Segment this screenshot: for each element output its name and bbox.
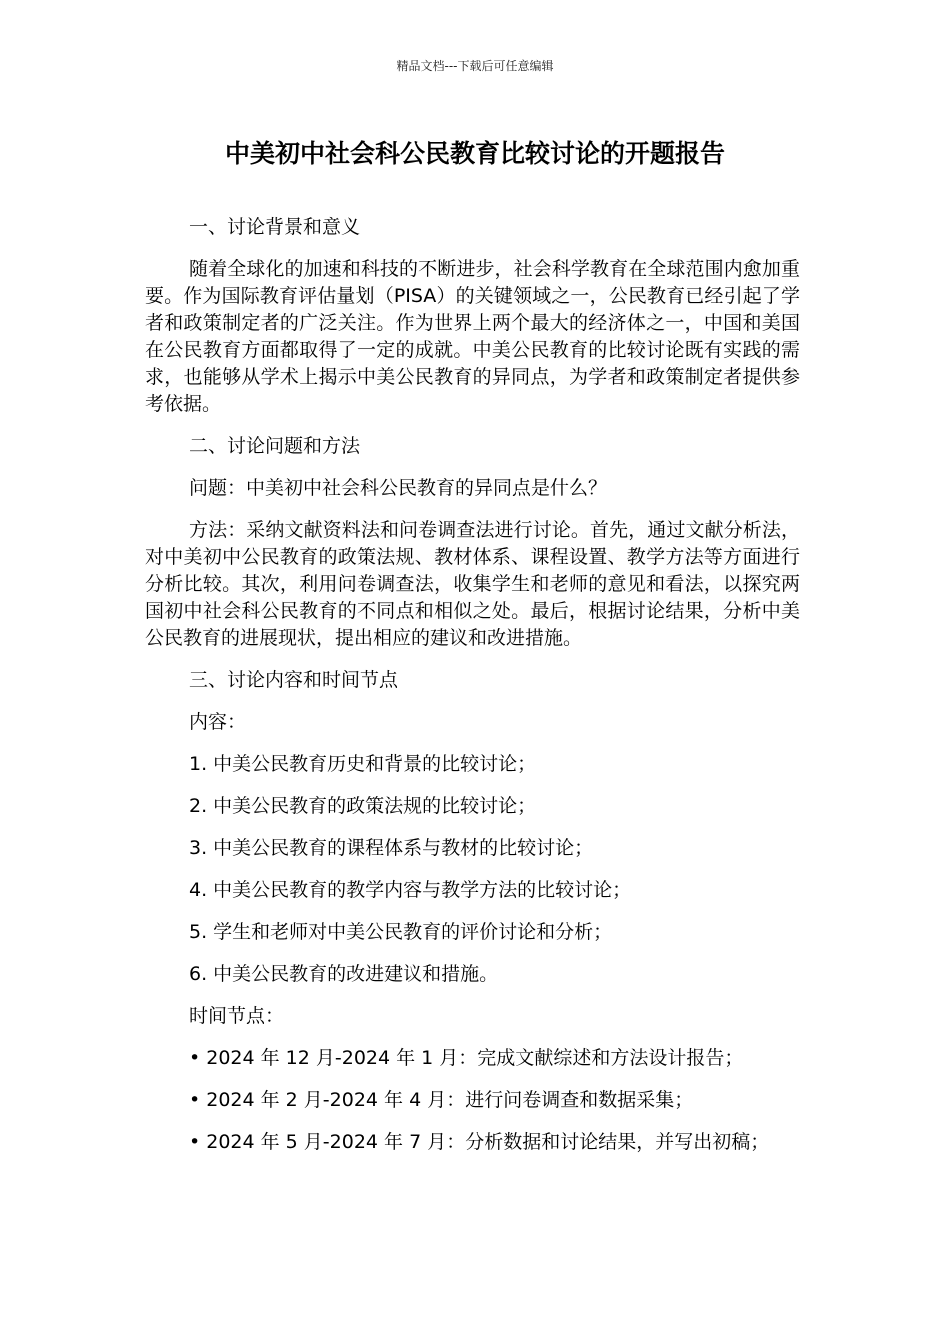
section-heading-background: 一、讨论背景和意义 [189, 216, 361, 238]
document-body [145, 214, 800, 1171]
method-paragraph: 方法：采纳文献资料法和问卷调查法进行讨论。首先，通过文献分析法，对中美初中公民教育的政策法规、教材体系、课程设置、教学方法等方面进行分析比较。其次，利用问卷调查法，收集学生和老师的意见和看法，以探究两国初中社会科公民教育的不同点和相似之处。最后，根据讨论结果，分析中美公民教育的进展现状，提出相应的建议和改进措施。 [145, 519, 800, 649]
content-label: 内容： [189, 711, 247, 733]
content-list-item: 2. 中美公民教育的政策法规的比较讨论； [189, 795, 537, 817]
background-paragraph: 随着全球化的加速和科技的不断进步，社会科学教育在全球范围内愈加重要。作为国际教育评估量划（PISA）的关键领域之一，公民教育已经引起了学者和政策制定者的广泛关注。作为世界上两个最大的经济体之一，中国和美国在公民教育方面都取得了一定的成就。中美公民教育的比较讨论既有实践的需求，也能够从学术上揭示中美公民教育的异同点，为学者和政策制定者提供参考依据。 [145, 258, 800, 415]
section-heading-methods: 二、讨论问题和方法 [189, 435, 361, 457]
timeline-item: • 2024 年 12 月-2024 年 1 月：完成文献综述和方法设计报告； [189, 1047, 744, 1069]
content-list-item: 1. 中美公民教育历史和背景的比较讨论； [189, 753, 537, 775]
content-list-item: 5. 学生和老师对中美公民教育的评价讨论和分析； [189, 921, 613, 943]
document-title: 中美初中社会科公民教育比较讨论的开题报告 [224, 139, 725, 168]
timeline-item: • 2024 年 5 月-2024 年 7 月：分析数据和讨论结果，并写出初稿； [189, 1131, 770, 1153]
timeline-label: 时间节点： [189, 1005, 285, 1027]
timeline-item: • 2024 年 2 月-2024 年 4 月：进行问卷调查和数据采集； [189, 1089, 694, 1111]
header-note: 精品文档---下载后可任意编辑 [396, 59, 554, 73]
content-list-item: 6. 中美公民教育的改进建议和措施。 [189, 963, 499, 985]
research-question: 问题：中美初中社会科公民教育的异同点是什么？ [189, 477, 608, 499]
content-list-item: 4. 中美公民教育的教学内容与教学方法的比较讨论； [189, 879, 632, 901]
content-list-item: 3. 中美公民教育的课程体系与教材的比较讨论； [189, 837, 594, 859]
section-heading-content-timeline: 三、讨论内容和时间节点 [189, 669, 399, 691]
